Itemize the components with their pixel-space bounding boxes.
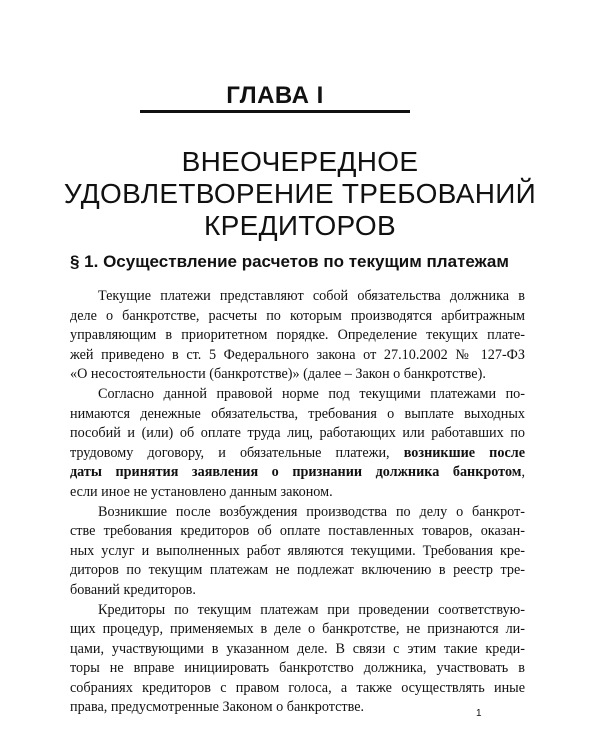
text-line: если иное не установлено данным законом.: [70, 483, 333, 500]
text-line: Возникшие после возбуждения производства по делу о банкрот-: [98, 503, 525, 520]
page-number: 1: [476, 708, 482, 719]
paragraph: [70, 287, 525, 385]
text-line: щих процедур, применяемых в деле о банкротстве, не признаются ли-: [70, 621, 525, 638]
bold-text-run: возникшие после: [403, 444, 525, 461]
text-line: [70, 444, 525, 464]
chapter-title: [60, 146, 540, 242]
text-run: трудовому договору, и обязательные платежи,: [70, 444, 404, 461]
paragraph: [70, 503, 525, 601]
chapter-title-line: УДОВЛЕТВОРЕНИЕ ТРЕБОВАНИЙ: [63, 178, 537, 209]
chapter-title-line: ВНЕОЧЕРЕДНОЕ: [181, 146, 419, 177]
text-line: права, предусмотренные Законом о банкротстве.: [70, 699, 365, 716]
chapter-underline: [140, 110, 410, 113]
text-line: бований кредиторов.: [70, 581, 196, 598]
section-heading: § 1. Осуществление расчетов по текущим платежам: [70, 252, 509, 271]
text-line: пособий и (или) об оплате труда лиц, работающих или работавших по: [70, 425, 525, 442]
text-line: жей приведено в ст. 5 Федерального закона от 27.10.2002 № 127-ФЗ: [70, 346, 525, 363]
text-line: Согласно данной правовой норме под текущими платежами по-: [98, 385, 525, 402]
text-line: управляющим в приоритетном порядке. Определение текущих плате-: [70, 327, 525, 344]
text-line: собраниях кредиторов с правом голоса, а также осуществлять иные: [70, 679, 525, 696]
paragraph: [70, 601, 525, 719]
text-line: нимаются денежные обязательства, требования о выплате выходных: [70, 405, 525, 422]
text-line: [70, 463, 525, 483]
chapter-label: ГЛАВА I: [226, 82, 324, 109]
text-line: цами, участвующими в указанном деле. В связи с этим такие креди-: [70, 640, 525, 657]
text-line: Кредиторы по текущим платежам при проведении соответствую-: [98, 601, 525, 618]
bold-text-run: даты принятия заявления о признании должника банкротом: [70, 464, 522, 481]
text-line: Текущие платежи представляют собой обязательства должника в: [98, 288, 525, 304]
text-line: деле о банкротстве, расчеты по которым производятся арбитражным: [70, 307, 525, 324]
text-line: торы не вправе инициировать банкротство должника, участвовать в: [70, 660, 525, 677]
body-text: [70, 287, 525, 718]
text-run: ,: [521, 464, 525, 481]
text-line: ных услуг и выполненных работ являются текущими. Требования кре-: [70, 542, 525, 559]
text-line: диторов по текущим платежам не подлежат включению в реестр тре-: [70, 562, 525, 579]
paragraph: [70, 385, 525, 503]
text-line: стве требования кредиторов об оплате поставленных товаров, оказан-: [70, 523, 525, 540]
chapter-title-line: КРЕДИТОРОВ: [204, 210, 396, 241]
text-line: «О несостоятельности (банкротстве)» (далее – Закон о банкротстве).: [70, 366, 486, 383]
